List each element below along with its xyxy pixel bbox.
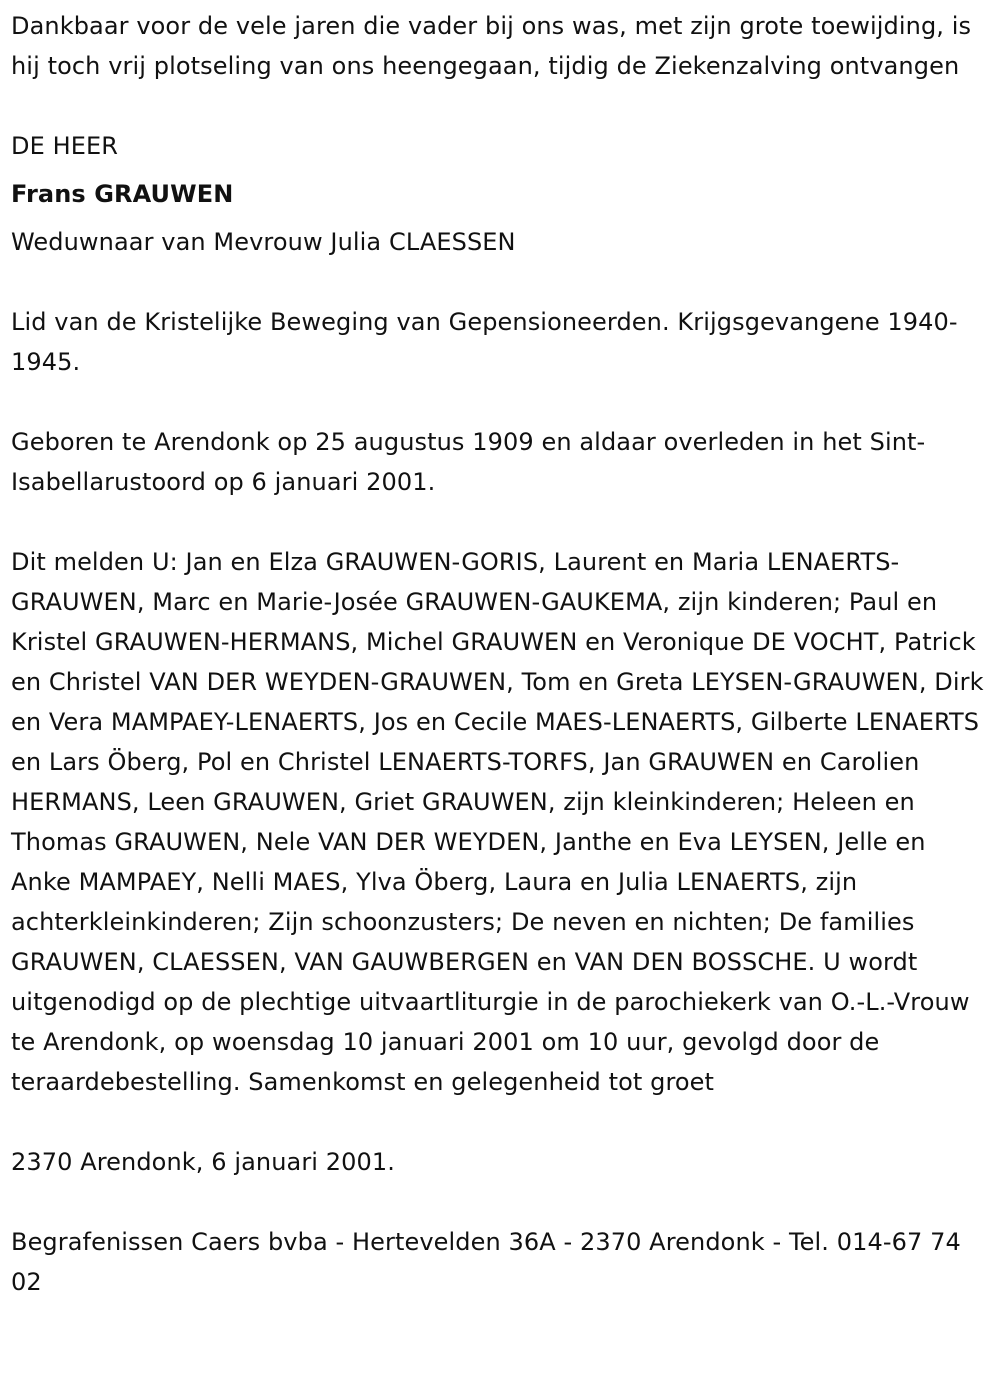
intro-paragraph: Dankbaar voor de vele jaren die vader bij ons was, met zijn grote toewijding, is hij toch vrij plotseling van ons heengegaan, tijdig de Ziekenzalving ontvangen xyxy=(11,12,972,80)
spacer xyxy=(11,502,991,542)
spacer xyxy=(11,262,991,302)
obituary-notice xyxy=(11,6,991,1302)
deceased-name: Frans GRAUWEN xyxy=(11,180,234,208)
birth-death-paragraph: Geboren te Arendonk op 25 augustus 1909 en aldaar overleden in het Sint-Isabellarustoord op 6 januari 2001. xyxy=(11,428,926,496)
salutation: DE HEER xyxy=(11,132,119,160)
announcement-paragraph: Dit melden U: Jan en Elza GRAUWEN-GORIS, Laurent en Maria LENAERTS-GRAUWEN, Marc en Marie-Josée GRAUWEN-GAUKEMA, zijn kinderen; Paul en Kristel GRAUWEN-HERMANS, Michel GRAUWEN en Veronique DE VOCHT, Patrick en Christel VAN DER WEYDEN-GRAUWEN, Tom en Greta LEYSEN-GRAUWEN, Dirk en Vera MAMPAEY-LENAERTS, Jos en Cecile MAES-LENAERTS, Gilberte LENAERTS en Lars Öberg, Pol en Christel LENAERTS-TORFS, Jan GRAUWEN en Carolien HERMANS, Leen GRAUWEN, Griet GRAUWEN, zijn kleinkinderen; Heleen en Thomas GRAUWEN, Nele VAN DER WEYDEN, Janthe en Eva LEYSEN, Jelle en Anke MAMPAEY, Nelli MAES, Ylva Öberg, Laura en Julia LENAERTS, zijn achterkleinkinderen; Zijn schoonzusters; De neven en nichten; De families GRAUWEN, CLAESSEN, VAN GAUWBERGEN en VAN DEN BOSSCHE. U wordt uitgenodigd op de plechtige uitvaartliturgie in de parochiekerk van O.-L.-Vrouw te Arendonk, op woensdag 10 januari 2001 om 10 uur, gevolgd door de teraardebestelling. Samenkomst en gelegenheid tot groet xyxy=(11,548,984,1096)
spacer xyxy=(11,1102,991,1142)
membership-paragraph: Lid van de Kristelijke Beweging van Gepensioneerden. Krijgsgevangene 1940-1945. xyxy=(11,308,958,376)
spacer xyxy=(11,382,991,422)
spacer xyxy=(11,1182,991,1222)
spacer xyxy=(11,86,991,126)
widower-line: Weduwnaar van Mevrouw Julia CLAESSEN xyxy=(11,228,516,256)
place-date: 2370 Arendonk, 6 januari 2001. xyxy=(11,1148,395,1176)
funeral-home: Begrafenissen Caers bvba - Hertevelden 36A - 2370 Arendonk - Tel. 014-67 74 02 xyxy=(11,1228,961,1296)
